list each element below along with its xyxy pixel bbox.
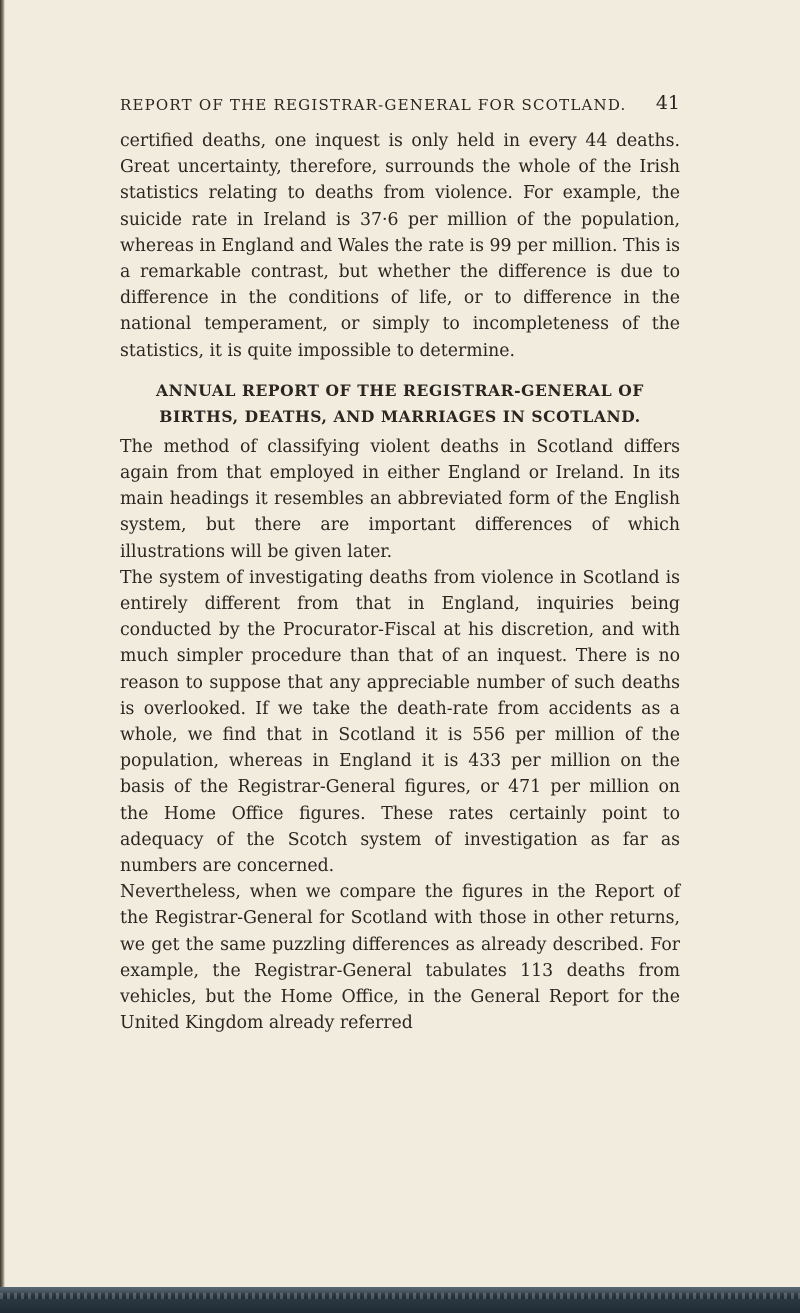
running-title: REPORT OF THE REGISTRAR-GENERAL FOR SCOTLAND. xyxy=(120,96,627,114)
page-number: 41 xyxy=(655,92,680,114)
page-binding-edge xyxy=(0,0,5,1290)
paragraph-continuation: certified deaths, one inquest is only held in every 44 deaths. Great uncertainty, therefore, surrounds the whole of the Irish statistics relating to deaths from violence. For example, the suicide rate in Ireland is 37·6 per million of the population, whereas in England and Wales the rate is 99 per million. This is a remarkable contrast, but whether the difference is due to difference in the conditions of life, or to difference in the national temperament, or simply to incompleteness of the statistics, it is quite impossible to determine. xyxy=(120,131,680,361)
paragraph-classification: The method of classifying violent deaths in Scotland differs again from that employed in either England or Ireland. In its main headings it resembles an abbreviated form of the English system, but there are important differences of which illustrations will be given later. xyxy=(120,436,680,562)
running-header xyxy=(120,88,680,128)
scan-bottom-edge xyxy=(0,1287,800,1313)
section-heading: ANNUAL REPORT OF THE REGISTRAR-GENERAL OF BIRTHS, DEATHS, AND MARRIAGES IN SCOTLAND. xyxy=(156,380,644,426)
paragraph-investigation: The system of investigating deaths from violence in Scotland is entirely different from that in England, inquiries being conducted by the Procurator-Fiscal at his discretion, and with much simpler procedure than that of an inquest. There is no reason to suppose that any appreciable number of such deaths is overlooked. If we take the death-rate from accidents as a whole, we find that in Scotland it is 556 per million of the population, whereas in England it is 433 per million on the basis of the Registrar-General figures, or 471 per million on the Home Office figures. These rates certainly point to adequacy of the Scotch system of investigation as far as numbers are concerned. xyxy=(120,567,680,877)
book-page xyxy=(120,88,680,1037)
paragraph-comparison: Nevertheless, when we compare the figures in the Report of the Registrar-General for Scotland with those in other returns, we get the same puzzling differences as already described. For example, the Registrar-General tabulates 113 deaths from vehicles, but the Home Office, in the General Report for the United Kingdom already referred xyxy=(120,882,680,1034)
